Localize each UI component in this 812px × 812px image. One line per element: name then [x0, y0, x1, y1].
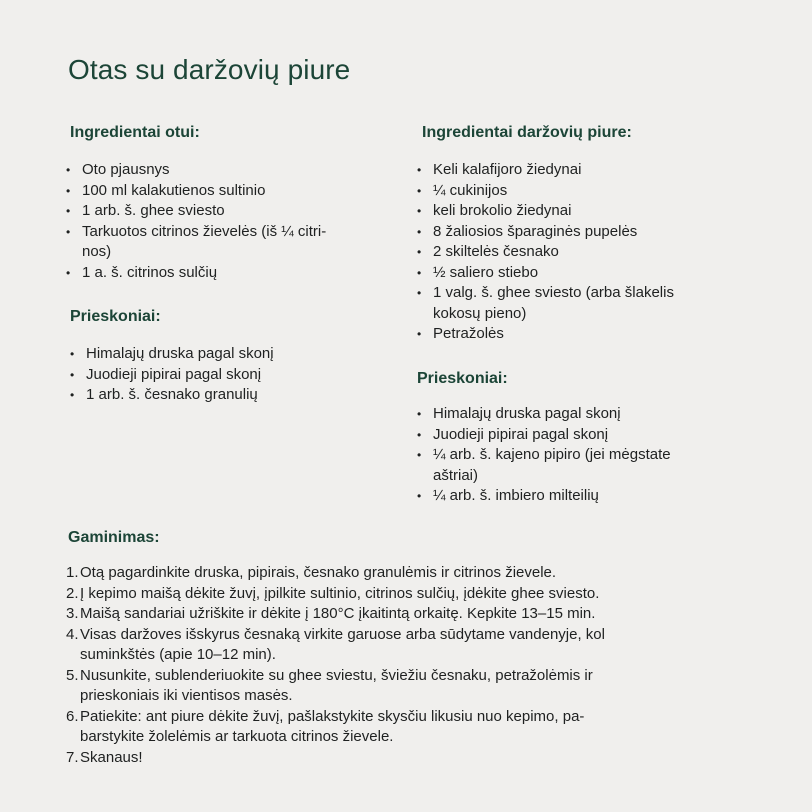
step-number: 4. [66, 625, 79, 643]
list-item: • Petražolės [417, 324, 727, 345]
list-item: • Oto pjausnys [66, 160, 356, 181]
fish-spices-list [70, 344, 360, 406]
step-text: Į kepimo maišą dėkite žuvį, įpilkite sultinio, citrinos sulčių, įdėkite ghee sviesto. [80, 584, 600, 602]
step-number: 3. [66, 605, 79, 622]
step-text: Skanaus! [80, 748, 143, 766]
list-item: • 1 valg. š. ghee sviesto (arba šlakelis kokosų pieno) [417, 283, 727, 324]
list-item: • Tarkuotos citrinos žievelės (iš ¼ citri- nos) [66, 222, 356, 263]
fish-ingredients-heading: Ingredientai otui: [70, 124, 200, 141]
list-item: • keli brokolio žiedynai [417, 201, 727, 222]
list-item: • 1 a. š. citrinos sulčių [66, 263, 356, 284]
fish-ingredients-list [66, 160, 356, 283]
step-number: 1. [66, 564, 79, 581]
list-item: • ½ saliero stiebo [417, 263, 727, 284]
method-steps-list [66, 563, 716, 768]
method-step [66, 625, 716, 666]
method-step [66, 584, 716, 605]
step-text: Nusunkite, sublenderiuokite su ghee sviestu, šviežiu česnaku, petražolėmis ir prieskoniais iki vientisos masės. [80, 666, 593, 704]
list-item: • Keli kalafijoro žiedynai [417, 160, 727, 181]
list-item: • ¼ arb. š. kajeno pipiro (jei mėgstate aštriai) [417, 445, 727, 486]
method-step [66, 666, 716, 707]
list-item: • 2 skiltelės česnako [417, 242, 727, 263]
step-number: 7. [66, 748, 79, 766]
list-item: • Himalajų druska pagal skonį [70, 344, 360, 365]
fish-spices-heading: Prieskoniai: [70, 308, 161, 325]
step-number: 2. [66, 584, 79, 602]
step-text: Maišą sandariai užriškite ir dėkite į 180°C įkaitintą orkaitę. Kepkite 13–15 min. [80, 605, 596, 622]
puree-spices-heading: Prieskoniai: [417, 370, 508, 387]
step-text: Otą pagardinkite druska, pipirais, česnako granulėmis ir citrinos žievele. [80, 564, 557, 581]
list-item: • Himalajų druska pagal skonį [417, 404, 727, 425]
page-title: Otas su daržovių piure [68, 54, 351, 85]
method-step [66, 707, 716, 748]
list-item: • ¼ arb. š. imbiero milteilių [417, 486, 727, 507]
method-step [66, 604, 716, 625]
method-step [66, 563, 716, 584]
list-item: • 8 žaliosios šparaginės pupelės [417, 222, 727, 243]
method-step [66, 748, 716, 769]
puree-ingredients-heading: Ingredientai daržovių piure: [422, 124, 632, 141]
step-text: Visas daržoves išskyrus česnaką virkite garuose arba sūdytame vandenyje, kol suminkštės (apie 10–12 min). [80, 625, 605, 663]
method-heading: Gaminimas: [68, 529, 160, 546]
list-item: • Juodieji pipirai pagal skonį [417, 425, 727, 446]
list-item: • 100 ml kalakutienos sultinio [66, 181, 356, 202]
step-number: 6. [66, 707, 79, 725]
puree-spices-list [417, 404, 727, 507]
puree-ingredients-list [417, 160, 727, 345]
list-item: • 1 arb. š. česnako granulių [70, 385, 360, 406]
step-number: 5. [66, 666, 79, 684]
list-item: • ¼ cukinijos [417, 181, 727, 202]
step-text: Patiekite: ant piure dėkite žuvį, pašlakstykite skysčiu likusiu nuo kepimo, pa- barstykite žolelėmis ar tarkuota citrinos žievele. [80, 707, 585, 745]
list-item: • 1 arb. š. ghee sviesto [66, 201, 356, 222]
list-item: • Juodieji pipirai pagal skonį [70, 365, 360, 386]
